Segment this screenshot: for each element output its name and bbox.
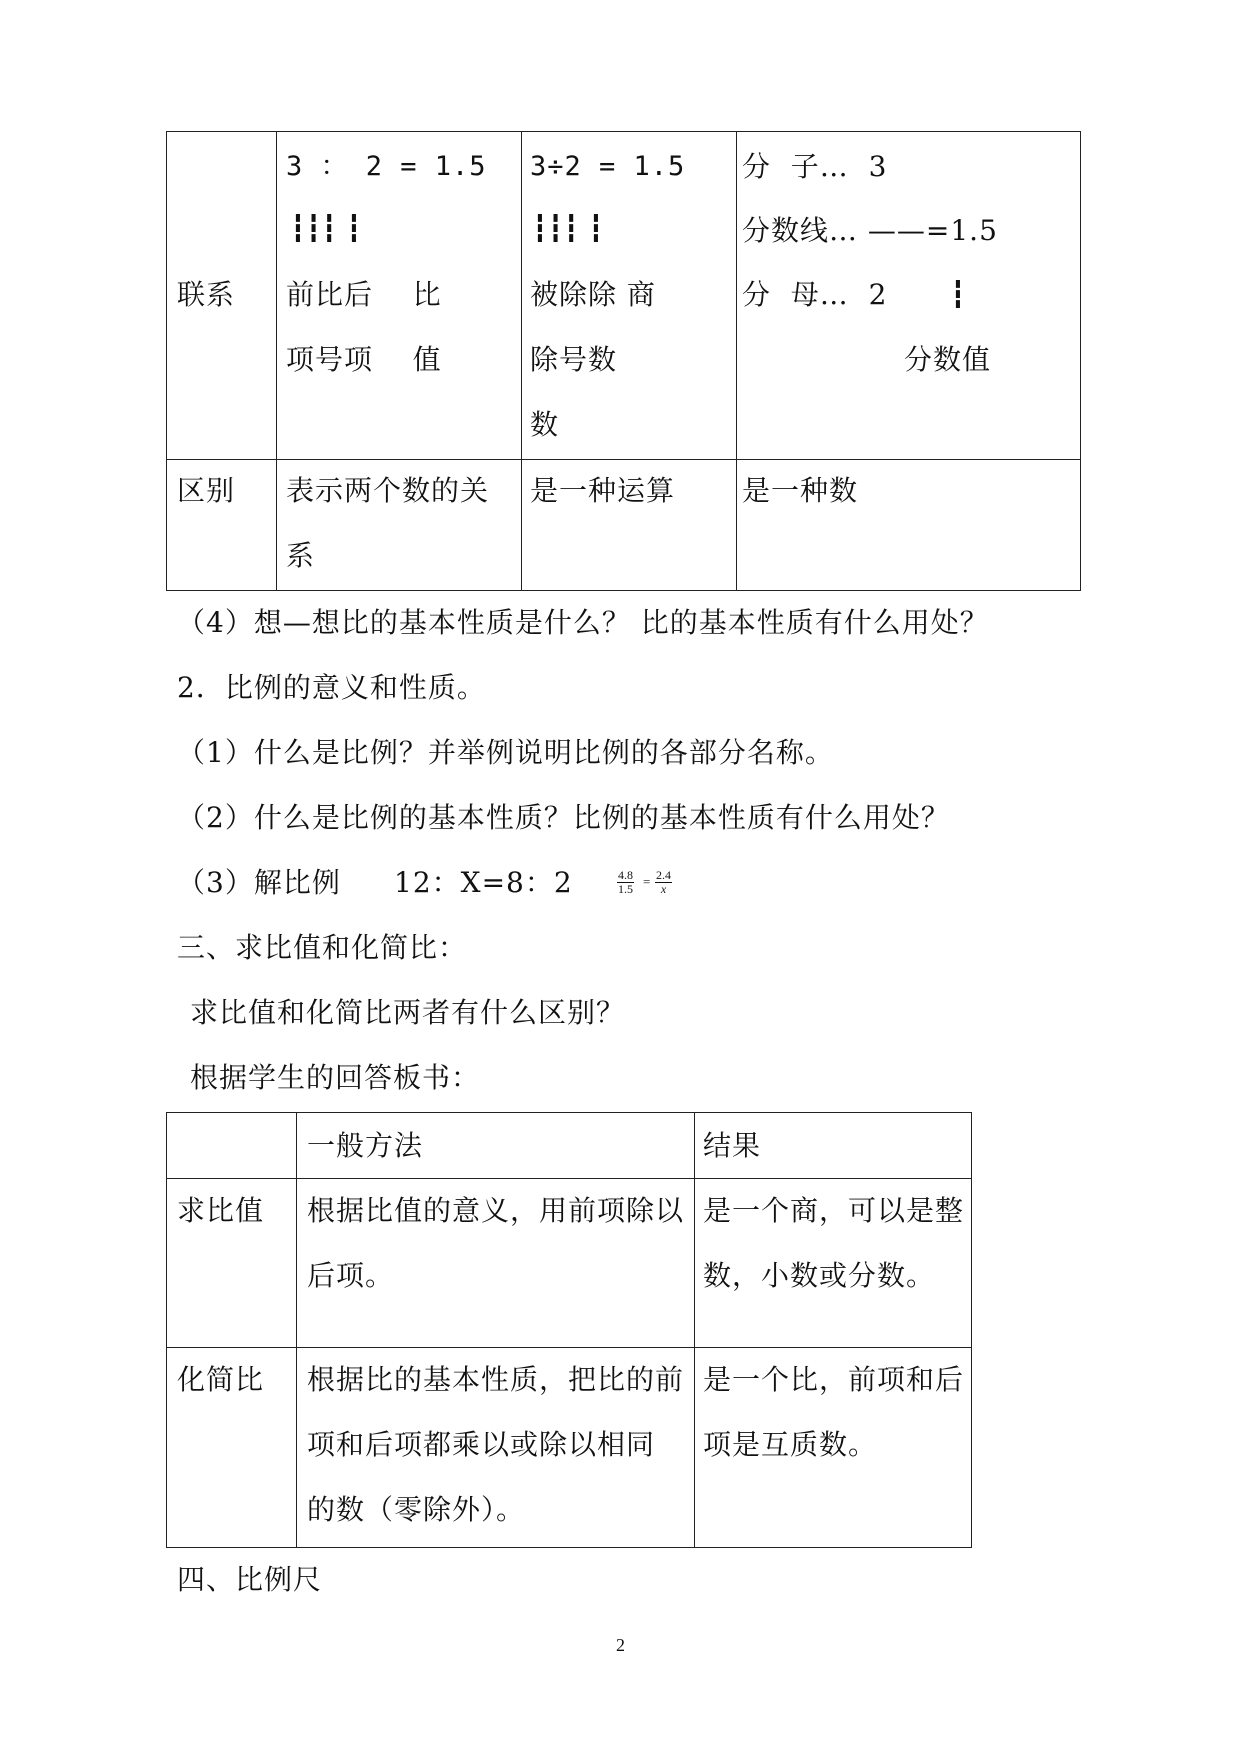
ratio-method-table [166, 1112, 972, 1548]
simplify-method-2: 项和后项都乘以或除以相同 [307, 1428, 656, 1461]
simplify-method-1: 根据比的基本性质，把比的前 [307, 1363, 685, 1396]
section-2-question-3: （3）解比例 [177, 866, 341, 899]
division-dotted-markers: ┇┇┇ ┇ [532, 214, 604, 244]
ratio-difference-2: 系 [286, 539, 316, 572]
simplify-method-3: 的数（零除外）。 [307, 1493, 526, 1526]
section-3-board-note: 根据学生的回答板书： [190, 1061, 481, 1094]
division-parts-1: 被除除 商 [530, 278, 656, 311]
ratio-equation: 3 ： 2 = 1.5 [286, 151, 487, 182]
ratio-value-result-2: 数，小数或分数。 [703, 1259, 936, 1292]
ratio-parts-2: 项号项 值 [286, 343, 442, 376]
section-4-heading: 四、比例尺 [177, 1563, 323, 1596]
fraction-difference: 是一种数 [742, 474, 859, 507]
fraction-denominator: x [660, 882, 667, 896]
section-3-question: 求比值和化简比两者有什么区别？ [190, 996, 626, 1029]
section-3-heading: 三、求比值和化简比： [177, 931, 468, 964]
ratio-value-result-1: 是一个商，可以是整 [703, 1194, 965, 1227]
section-2-heading: 2．比例的意义和性质。 [177, 671, 486, 704]
simplify-result-1: 是一个比，前项和后 [703, 1363, 965, 1396]
simplify-result-2: 项是互质数。 [703, 1428, 878, 1461]
fraction-bar-line: 分数线… ——=1.5 [742, 214, 998, 247]
proportion-equation: 12：X=8：2 [394, 866, 573, 899]
division-parts-2: 除号数 [530, 343, 618, 376]
ratio-dotted-markers: ┇┇┇ ┇ [290, 214, 362, 244]
section-2-question-2: （2）什么是比例的基本性质？比例的基本性质有什么用处？ [177, 801, 950, 834]
fraction-numerator: 4.8 [618, 868, 633, 882]
fraction-dotted-marker: ┇ [950, 280, 966, 310]
division-parts-3: 数 [530, 408, 560, 441]
row-label-simplify: 化简比 [177, 1363, 265, 1396]
ratio-value-method-1: 根据比值的意义，用前项除以 [307, 1194, 685, 1227]
fraction-equals: = [643, 874, 651, 889]
fraction-2-4-over-x [655, 869, 672, 896]
question-4: （4）想—想比的基本性质是什么？ 比的基本性质有什么用处？ [177, 606, 989, 639]
division-equation: 3÷2 = 1.5 [530, 151, 686, 182]
row-label-difference: 区别 [177, 474, 236, 507]
header-method: 一般方法 [307, 1129, 424, 1162]
row-label-relation: 联系 [177, 278, 236, 311]
fraction-numerator: 2.4 [656, 868, 671, 882]
row-label-ratio-value: 求比值 [177, 1194, 265, 1227]
header-result: 结果 [703, 1129, 762, 1162]
table-cell [167, 1113, 297, 1179]
page-number: 2 [616, 1635, 625, 1655]
fraction-4-8-over-1-5 [617, 869, 634, 896]
ratio-difference-1: 表示两个数的关 [286, 474, 490, 507]
ratio-parts-1: 前比后 比 [286, 278, 442, 311]
fraction-denominator: 1.5 [618, 882, 633, 896]
section-2-question-1: （1）什么是比例？并举例说明比例的各部分名称。 [177, 736, 834, 769]
fraction-value-label: 分数值 [904, 343, 992, 376]
fraction-numerator-line: 分 子… 3 [742, 150, 888, 183]
ratio-value-method-2: 后项。 [307, 1259, 395, 1292]
fraction-denominator-line: 分 母… 2 [742, 278, 888, 311]
division-difference: 是一种运算 [530, 474, 676, 507]
